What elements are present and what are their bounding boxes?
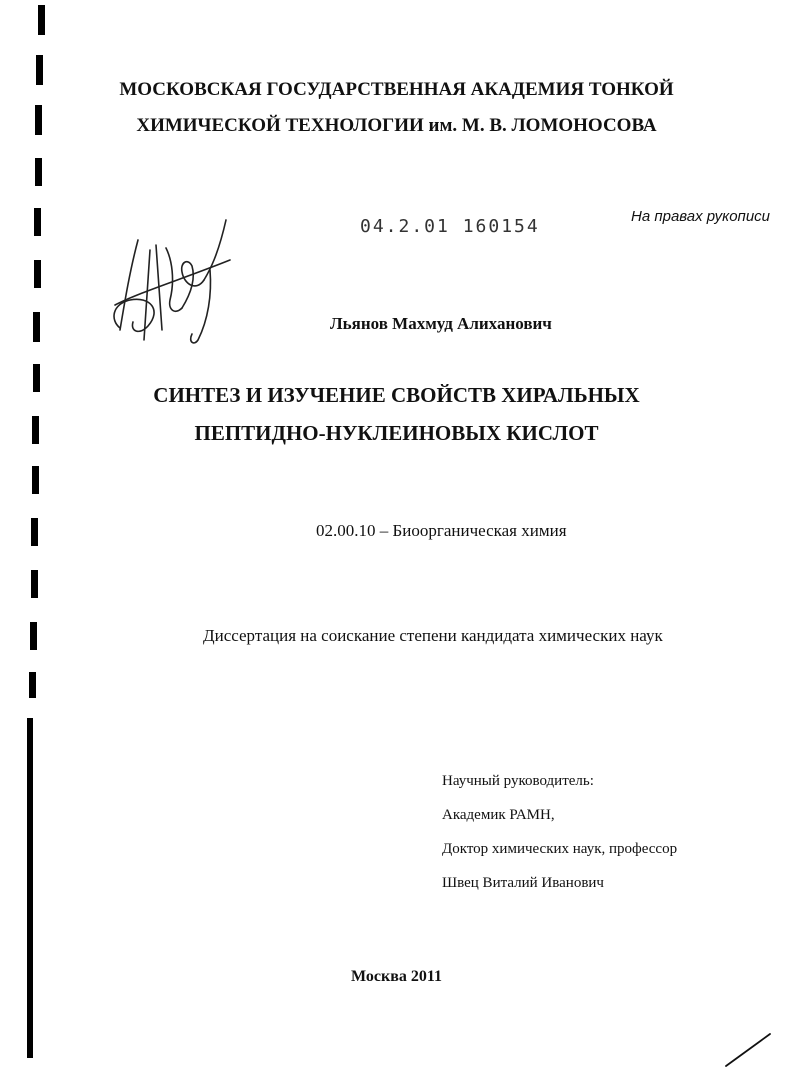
supervisor-block — [442, 764, 677, 900]
institution-header — [0, 72, 793, 144]
institution-line-1: МОСКОВСКАЯ ГОСУДАРСТВЕННАЯ АКАДЕМИЯ ТОНКОЙ — [119, 79, 674, 100]
title-line-1: СИНТЕЗ И ИЗУЧЕНИЕ СВОЙСТВ ХИРАЛЬНЫХ — [153, 383, 640, 407]
supervisor-rank: Академик РАМН, — [442, 807, 555, 823]
registration-code: 04.2.01 160154 — [360, 216, 540, 237]
specialty-code: 02.00.10 – Биоорганическая химия — [316, 521, 567, 540]
supervisor-name: Швец Виталий Иванович — [442, 875, 604, 891]
author-name: Льянов Махмуд Алиханович — [330, 314, 552, 333]
institution-line-2: ХИМИЧЕСКОЙ ТЕХНОЛОГИИ им. М. В. ЛОМОНОСОВА — [136, 115, 657, 136]
pen-mark — [718, 1030, 778, 1070]
rights-note: На правах рукописи — [631, 208, 770, 225]
title-line-2: ПЕПТИДНО-НУКЛЕИНОВЫХ КИСЛОТ — [194, 421, 599, 445]
supervisor-label: Научный руководитель: — [442, 773, 594, 789]
dissertation-type: Диссертация на соискание степени кандидата химических наук — [203, 626, 663, 645]
dissertation-title — [0, 376, 793, 452]
author-signature — [100, 200, 250, 350]
supervisor-degree: Доктор химических наук, профессор — [442, 841, 678, 857]
city-year: Москва 2011 — [351, 968, 442, 985]
scan-margin-marks — [0, 0, 60, 1071]
